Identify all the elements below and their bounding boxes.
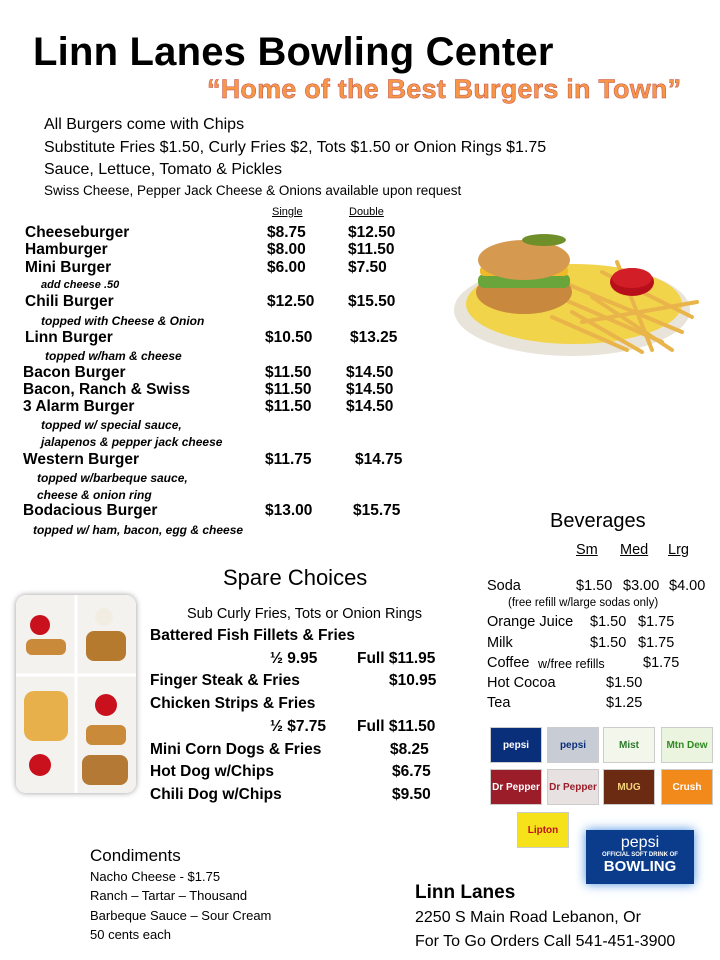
single-price: $11.50 — [265, 364, 312, 381]
menu-item-name: Mini Burger — [25, 259, 112, 276]
tagline: “Home of the Best Burgers in Town” — [207, 74, 682, 104]
price: $9.50 — [392, 786, 431, 803]
menu-item-name: 3 Alarm Burger — [23, 398, 135, 415]
single-price: $10.50 — [265, 329, 313, 346]
condiment-line: Ranch – Tartar – Thousand — [90, 888, 248, 903]
lipton-logo: Lipton — [517, 812, 569, 848]
beverage-name: Hot Cocoa — [487, 675, 556, 691]
price: $6.75 — [392, 763, 431, 780]
coffee-refill-note: w/free refills — [538, 657, 605, 671]
intro-line-3: Sauce, Lettuce, Tomato & Pickles — [44, 161, 283, 178]
single-price: $13.00 — [265, 502, 313, 519]
size-small: Sm — [576, 542, 598, 558]
half-price: ½ 9.95 — [270, 650, 318, 667]
beverage-name: Orange Juice — [487, 614, 574, 630]
single-price: $12.50 — [267, 293, 315, 310]
double-price: $14.50 — [346, 364, 394, 381]
menu-item-name: Chili Dog w/Chips — [150, 786, 282, 803]
condiment-line: 50 cents each — [90, 927, 171, 942]
fried-food-photo — [16, 595, 136, 793]
menu-item-name: Mini Corn Dogs & Fries — [150, 741, 322, 758]
item-note: topped with Cheese & Onion — [41, 314, 205, 328]
beverages-title: Beverages — [550, 510, 646, 532]
double-price: $12.50 — [348, 224, 396, 241]
beverage-price: $1.25 — [606, 695, 643, 711]
intro-line-1: All Burgers come with Chips — [44, 116, 245, 133]
menu-item-name: Hot Dog w/Chips — [150, 763, 274, 780]
spare-choices-title: Spare Choices — [223, 565, 368, 590]
single-column-header: Single — [272, 206, 303, 218]
spare-choices-subtitle: Sub Curly Fries, Tots or Onion Rings — [187, 606, 423, 622]
beverage-name: Soda — [487, 578, 521, 594]
intro-line-2: Substitute Fries $1.50, Curly Fries $2, Tots $1.50 or Onion Rings $1.75 — [44, 139, 547, 156]
double-price: $11.50 — [348, 241, 395, 258]
beverage-price: $1.75 — [643, 655, 680, 671]
beverage-name: Milk — [487, 635, 513, 651]
full-price: Full $11.95 — [357, 650, 436, 667]
beverage-price: $1.50 — [590, 614, 627, 630]
half-price: ½ $7.75 — [270, 718, 327, 735]
diet-dr-pepper-logo: Dr Pepper — [547, 769, 599, 805]
beverage-price: $1.50 — [576, 578, 613, 594]
condiment-line: Barbeque Sauce – Sour Cream — [90, 908, 272, 923]
beverage-price: $1.75 — [638, 635, 675, 651]
footer-address: 2250 S Main Road Lebanon, Or — [415, 909, 641, 926]
double-price: $14.50 — [346, 398, 394, 415]
item-note: topped w/ ham, bacon, egg & cheese — [33, 523, 244, 537]
dr-pepper-logo: Dr Pepper — [490, 769, 542, 805]
page-title: Linn Lanes Bowling Center — [33, 30, 554, 74]
condiments-title: Condiments — [90, 846, 181, 865]
size-large: Lrg — [668, 542, 689, 558]
intro-line-4: Swiss Cheese, Pepper Jack Cheese & Onions available upon request — [44, 183, 462, 198]
menu-item-name: Chicken Strips & Fries — [150, 695, 316, 712]
price: $10.95 — [389, 672, 437, 689]
menu-item-name: Linn Burger — [25, 329, 113, 346]
item-note: jalapenos & pepper jack cheese — [41, 435, 223, 449]
beverage-name: Coffee — [487, 655, 530, 671]
item-note: topped w/ham & cheese — [45, 349, 182, 363]
size-medium: Med — [620, 542, 649, 558]
condiment-line: Nacho Cheese - $1.75 — [90, 869, 221, 884]
pepsi-bowling-logo: pepsi OFFICIAL SOFT DRINK OF BOWLING — [586, 830, 694, 884]
diet-pepsi-logo: pepsi — [547, 727, 599, 763]
mug-root-beer-logo: MUG — [603, 769, 655, 805]
full-price: Full $11.50 — [357, 718, 436, 735]
double-price: $15.50 — [348, 293, 396, 310]
item-note: cheese & onion ring — [37, 488, 152, 502]
crush-logo: Crush — [661, 769, 713, 805]
footer-name: Linn Lanes — [415, 882, 516, 903]
item-note: add cheese .50 — [41, 279, 120, 291]
beverage-price: $4.00 — [669, 578, 706, 594]
double-price: $15.75 — [353, 502, 401, 519]
menu-item-name: Bacon Burger — [23, 364, 126, 381]
soda-refill-note: (free refill w/large sodas only) — [508, 597, 659, 609]
double-price: $14.50 — [346, 381, 394, 398]
double-price: $13.25 — [350, 329, 398, 346]
double-price: $7.50 — [348, 259, 387, 276]
menu-item-name: Bacon, Ranch & Swiss — [23, 381, 191, 398]
double-column-header: Double — [349, 206, 384, 218]
menu-item-name: Finger Steak & Fries — [150, 672, 300, 689]
menu-item-name: Hamburger — [25, 241, 108, 258]
beverage-price: $1.50 — [606, 675, 643, 691]
menu-item-name: Bodacious Burger — [23, 502, 158, 519]
single-price: $11.75 — [265, 451, 312, 468]
single-price: $8.00 — [267, 241, 306, 258]
beverage-price: $1.50 — [590, 635, 627, 651]
menu-item-name: Chili Burger — [25, 293, 114, 310]
menu-item-name: Battered Fish Fillets & Fries — [150, 627, 355, 644]
footer-phone: For To Go Orders Call 541-451-3900 — [415, 933, 676, 950]
item-note: topped w/barbeque sauce, — [37, 471, 188, 485]
mist-logo: Mist — [603, 727, 655, 763]
burger-and-fries-photo — [452, 222, 704, 370]
double-price: $14.75 — [355, 451, 403, 468]
menu-item-name: Western Burger — [23, 451, 139, 468]
item-note: topped w/ special sauce, — [41, 418, 182, 432]
single-price: $11.50 — [265, 398, 312, 415]
pepsi-logo: pepsi — [490, 727, 542, 763]
beverage-name: Tea — [487, 695, 511, 711]
beverage-price: $3.00 — [623, 578, 660, 594]
single-price: $11.50 — [265, 381, 312, 398]
price: $8.25 — [390, 741, 429, 758]
beverage-price: $1.75 — [638, 614, 675, 630]
menu-item-name: Cheeseburger — [25, 224, 130, 241]
single-price: $8.75 — [267, 224, 306, 241]
mtn-dew-logo: Mtn Dew — [661, 727, 713, 763]
single-price: $6.00 — [267, 259, 306, 276]
